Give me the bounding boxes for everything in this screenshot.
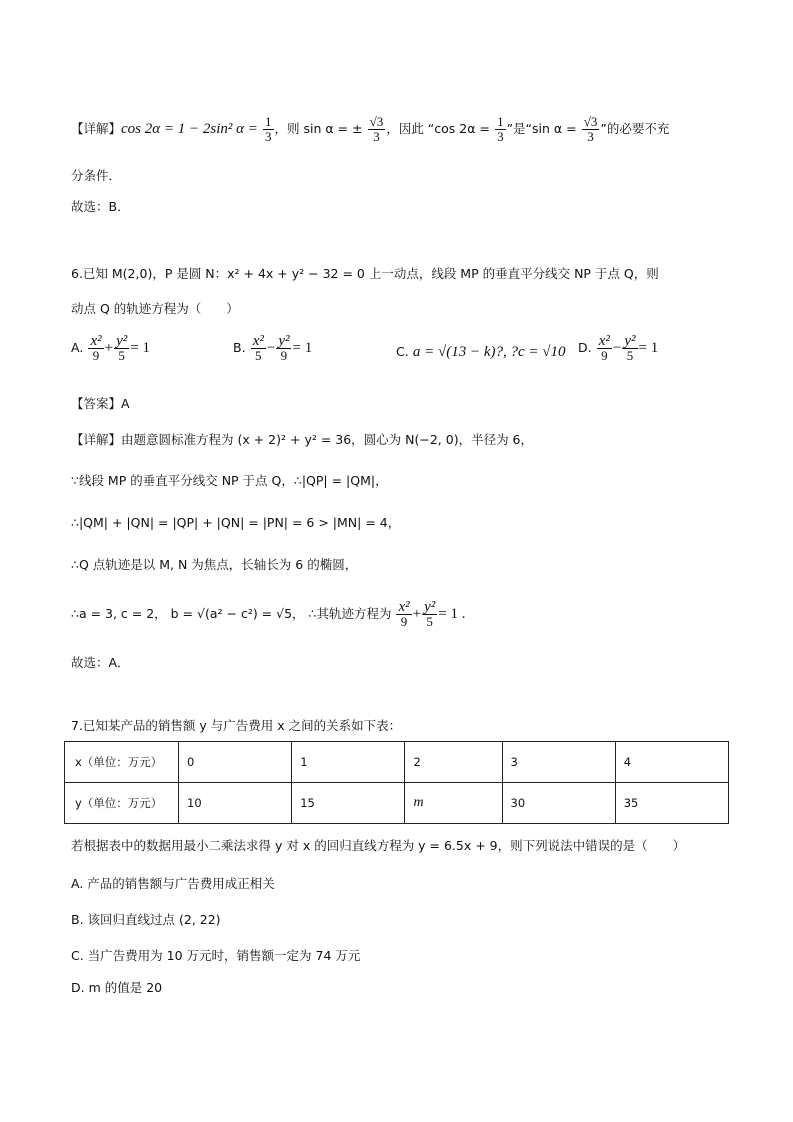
table-cell: 10 (179, 783, 292, 824)
q7-option-d[interactable]: D. m 的值是 20 (71, 980, 163, 995)
q6-detail-5: ∴a = 3, c = 2， b = √(a² − c²) = √5， ∴其轨迹方程为 $\frac{\text{x²}}{9}$ + $\frac{\text{y²}}{5}$ = 1 . (71, 599, 466, 629)
q6-option-a[interactable]: A. $\frac{\text{x²}}{9}$ + $\frac{\text{y²}}{5}$ = 1 (71, 333, 150, 363)
q6-answer (71, 394, 130, 414)
q5-expr-1: cos 2α = 1 − 2sin² α = (121, 121, 258, 137)
q5-detail-line (71, 115, 669, 144)
q5-frac-4: $\frac{√3}{3}$ (583, 114, 598, 144)
q6-option-c[interactable]: C. a = √(13 − k)?, ?c = √10 (396, 344, 566, 360)
q5-frac-1: $\frac{1}{3}$ (265, 114, 272, 144)
q6-detail-frac-2: $\frac{\text{y²}}{5}$ (424, 599, 436, 629)
q6-detail-4: ∴Q 点轨迹是以 M, N 为焦点，长轴长为 6 的椭圆， (71, 557, 358, 572)
q7-data-table (64, 741, 729, 824)
q7-option-a[interactable]: A. 产品的销售额与广告费用成正相关 (71, 876, 275, 891)
table-cell: y（单位：万元） (65, 783, 179, 824)
table-cell: 3 (502, 742, 615, 783)
detail-label: 【详解】 (71, 432, 122, 447)
detail-label: 【详解】 (71, 121, 122, 136)
q6-stem-2: 动点 Q 的轨迹方程为（ ） (71, 301, 239, 316)
table-cell: 1 (292, 742, 405, 783)
q6-detail-2: ∵线段 MP 的垂直平分线交 NP 于点 Q，∴|QP| = |QM|， (71, 473, 388, 488)
table-cell: 30 (502, 783, 615, 824)
answer-label: 【答案】 (71, 396, 122, 411)
table-row (65, 783, 729, 824)
table-row (65, 742, 729, 783)
q5-frac-3: $\frac{1}{3}$ (497, 114, 504, 144)
q7-stem: 7.已知某产品的销售额 y 与广告费用 x 之间的关系如下表： (71, 718, 402, 733)
q5-text-4: ”是“sin α = (506, 121, 577, 136)
table-cell: 4 (615, 742, 728, 783)
q6-detail-frac-1: $\frac{\text{x²}}{9}$ (398, 599, 410, 629)
q6-detail-3: ∴|QM| + |QN| = |QP| + |QN| = |PN| = 6 > |MN| = 4， (71, 515, 401, 530)
table-cell: 0 (179, 742, 292, 783)
table-cell: x（单位：万元） (65, 742, 179, 783)
q5-text-5: ”的必要不充 (600, 121, 670, 136)
answer-value: A (121, 396, 130, 411)
table-cell: 15 (292, 783, 405, 824)
q6-stem-1: 6.已知 M(2,0)，P 是圆 N：x² + 4x + y² − 32 = 0 上一动点，线段 MP 的垂直平分线交 NP 于点 Q，则 (71, 266, 659, 281)
q5-frac-2: $\frac{√3}{3}$ (369, 114, 384, 144)
q5-choice: 故选：B． (71, 199, 130, 214)
table-cell: m (405, 783, 502, 824)
q7-option-c[interactable]: C. 当广告费用为 10 万元时，销售额一定为 74 万元 (71, 948, 361, 963)
q5-detail-cont: 分条件． (71, 168, 122, 183)
q6-option-d[interactable]: D. $\frac{\text{x²}}{9}$ − $\frac{\text{y²}}{5}$ = 1 (578, 333, 659, 363)
q6-option-b[interactable]: B. $\frac{\text{x²}}{5}$ − $\frac{\text{y²}}{9}$ = 1 (233, 333, 313, 363)
q7-option-b[interactable]: B. 该回归直线过点 (2, 22) (71, 912, 221, 927)
q5-text-3: ，因此 “cos 2α = (386, 121, 490, 136)
q7-question: 若根据表中的数据用最小二乘法求得 y 对 x 的回归直线方程为 y = 6.5x + 9，则下列说法中错误的是（ ） (71, 838, 686, 853)
table-cell: 35 (615, 783, 728, 824)
q6-detail-1: 【详解】由题意圆标准方程为 (x + 2)² + y² = 36，圆心为 N(−2, 0)，半径为 6， (71, 432, 534, 447)
table-cell: 2 (405, 742, 502, 783)
q5-text-2: ，则 sin α = ± (274, 121, 363, 136)
q6-choice: 故选：A． (71, 655, 130, 670)
